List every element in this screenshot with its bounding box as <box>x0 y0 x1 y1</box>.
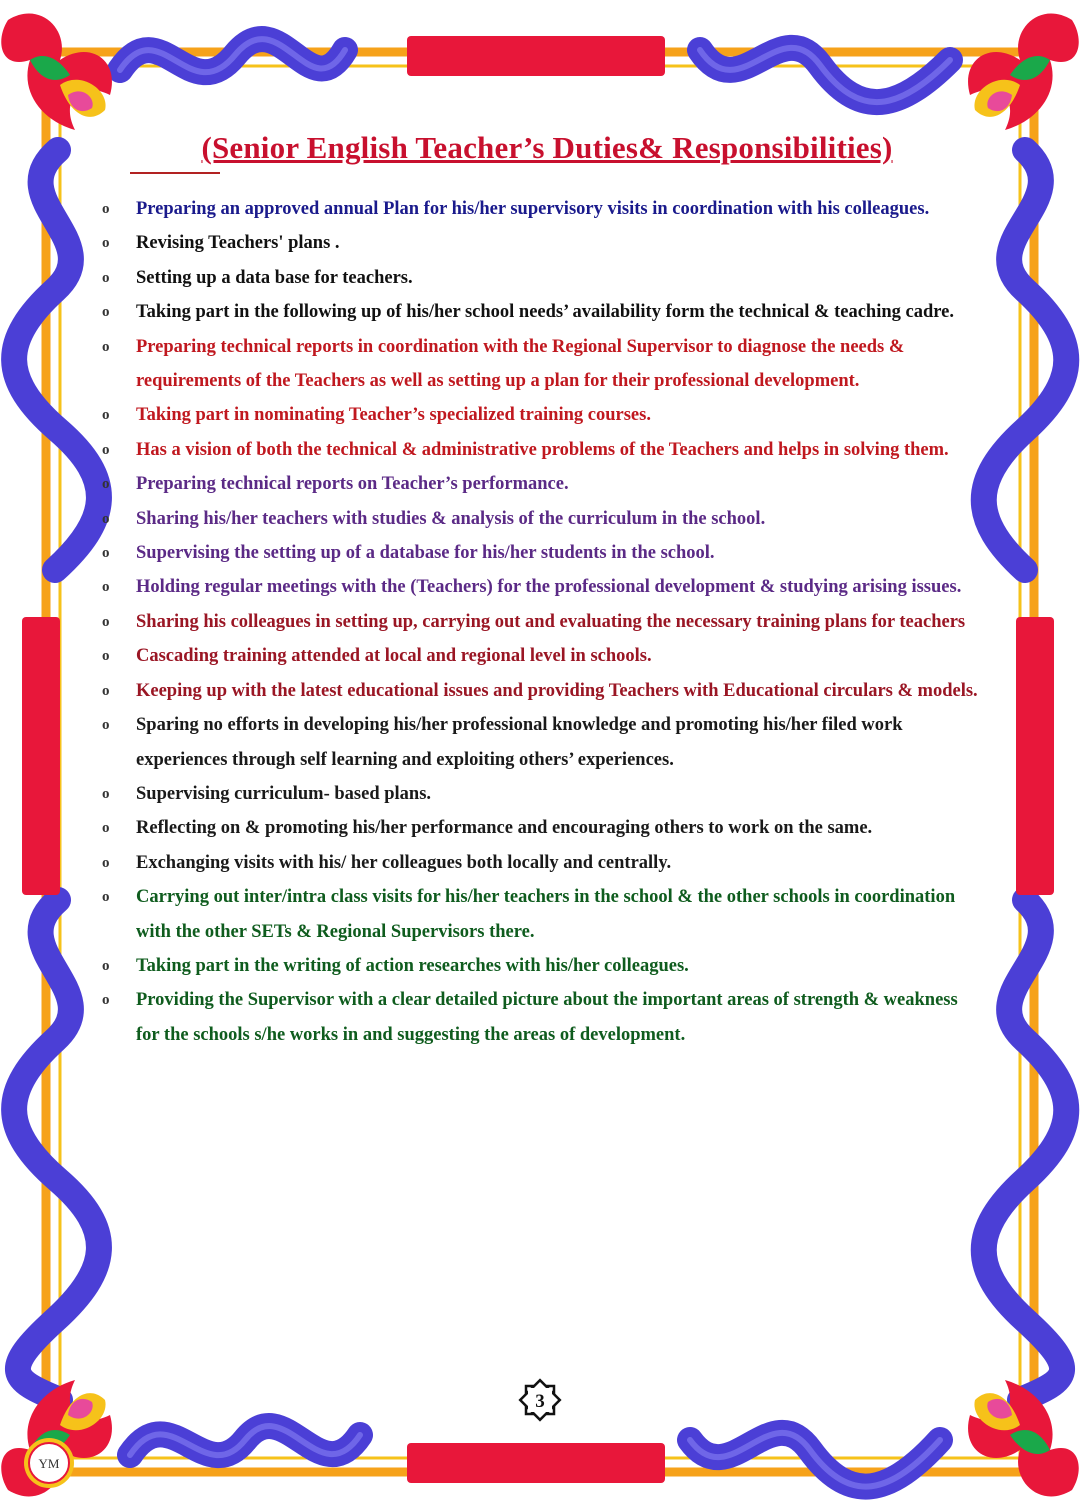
duty-text: Keeping up with the latest educational issues and providing Teachers with Educational circulars & models. <box>136 680 978 701</box>
duty-text: Sharing his colleagues in setting up, carrying out and evaluating the necessary training plans for teachers <box>136 611 966 632</box>
duty-item <box>100 639 980 673</box>
duties-list <box>100 192 980 1052</box>
bullet-marker: o <box>102 613 110 630</box>
duty-item <box>100 261 980 295</box>
bullet-marker: o <box>102 889 110 906</box>
duty-text: Sharing his/her teachers with studies & analysis of the curriculum in the school. <box>136 508 766 529</box>
duty-text: Exchanging visits with his/ her colleagues both locally and centrally. <box>136 852 672 873</box>
duty-item <box>100 295 980 329</box>
duty-item <box>100 674 980 708</box>
duty-text: Taking part in nominating Teacher’s specialized training courses. <box>136 405 651 426</box>
duty-text: Preparing technical reports in coordination with the Regional Supervisor to diagnose the needs & requirements of the Teachers as well as setting up a plan for their professional development. <box>136 336 905 392</box>
page-number-badge <box>516 1376 564 1424</box>
page-number: 3 <box>535 1391 545 1412</box>
bullet-marker: o <box>102 476 110 493</box>
duty-item <box>100 846 980 880</box>
duty-item <box>100 192 980 226</box>
duty-text: Reflecting on & promoting his/her performance and encouraging others to work on the same. <box>136 818 873 839</box>
bullet-marker: o <box>102 579 110 596</box>
duty-text: Revising Teachers' plans . <box>136 233 340 254</box>
duty-text: Carrying out inter/intra class visits for his/her teachers in the school & the other schools in coordination with the other SETs & Regional Supervisors there. <box>136 887 956 942</box>
duty-text: Holding regular meetings with the (Teachers) for the professional development & studying arising issues. <box>136 577 962 598</box>
bullet-marker: o <box>102 235 110 252</box>
duty-item <box>100 536 980 570</box>
bullet-marker: o <box>102 304 110 321</box>
bullet-marker: o <box>102 717 110 734</box>
page-title-text: (Senior English Teacher’s Duties& Responsibilities) <box>201 130 893 165</box>
bullet-marker: o <box>102 820 110 837</box>
bullet-marker: o <box>102 957 110 974</box>
duty-item <box>100 502 980 536</box>
duty-item <box>100 226 980 260</box>
duty-text: Has a vision of both the technical & administrative problems of the Teachers and helps in solving them. <box>136 439 949 460</box>
duty-text: Taking part in the following up of his/her school needs’ availability form the technical & teaching cadre. <box>136 302 954 323</box>
duty-text: Taking part in the writing of action researches with his/her colleagues. <box>136 955 689 976</box>
duty-text: Providing the Supervisor with a clear detailed picture about the important areas of strength & weakness for the schools s/he works in and suggesting the areas of development. <box>136 990 958 1045</box>
monogram-badge <box>22 1436 76 1490</box>
bullet-marker: o <box>102 682 110 699</box>
bullet-marker: o <box>102 269 110 286</box>
duty-item <box>100 433 980 467</box>
duty-item <box>100 708 980 777</box>
bullet-marker: o <box>102 648 110 665</box>
page-title <box>114 130 980 166</box>
bullet-marker: o <box>102 201 110 217</box>
duty-item <box>100 949 980 983</box>
duty-text: Cascading training attended at local and regional level in schools. <box>136 646 652 667</box>
bullet-marker: o <box>102 441 110 458</box>
duty-item <box>100 777 980 811</box>
bullet-marker: o <box>102 854 110 871</box>
duty-item <box>100 570 980 604</box>
duty-text: Setting up a data base for teachers. <box>136 267 413 288</box>
duty-text: Sparing no efforts in developing his/her professional knowledge and promoting his/her filed work experiences through self learning and exploiting others’ experiences. <box>136 715 903 770</box>
duty-text: Supervising the setting up of a database for his/her students in the school. <box>136 543 715 564</box>
duty-item <box>100 811 980 845</box>
bullet-marker: o <box>102 407 110 424</box>
duty-item <box>100 398 980 432</box>
duty-text: Preparing an approved annual Plan for his/her supervisory visits in coordination with his colleagues. <box>136 199 930 219</box>
duty-item <box>100 467 980 501</box>
duty-text: Preparing technical reports on Teacher’s performance. <box>136 474 569 495</box>
bullet-marker: o <box>102 545 110 562</box>
title-rule <box>130 172 220 174</box>
document-body <box>100 130 980 1052</box>
duty-item <box>100 880 980 949</box>
bullet-marker: o <box>102 992 110 1009</box>
duty-item <box>100 330 980 399</box>
duty-item <box>100 983 980 1052</box>
duty-text: Supervising curriculum- based plans. <box>136 783 432 804</box>
bullet-marker: o <box>102 510 110 527</box>
duty-item <box>100 605 980 639</box>
bullet-marker: o <box>102 338 110 355</box>
bullet-marker: o <box>102 785 110 802</box>
monogram-text: YM <box>38 1456 60 1471</box>
